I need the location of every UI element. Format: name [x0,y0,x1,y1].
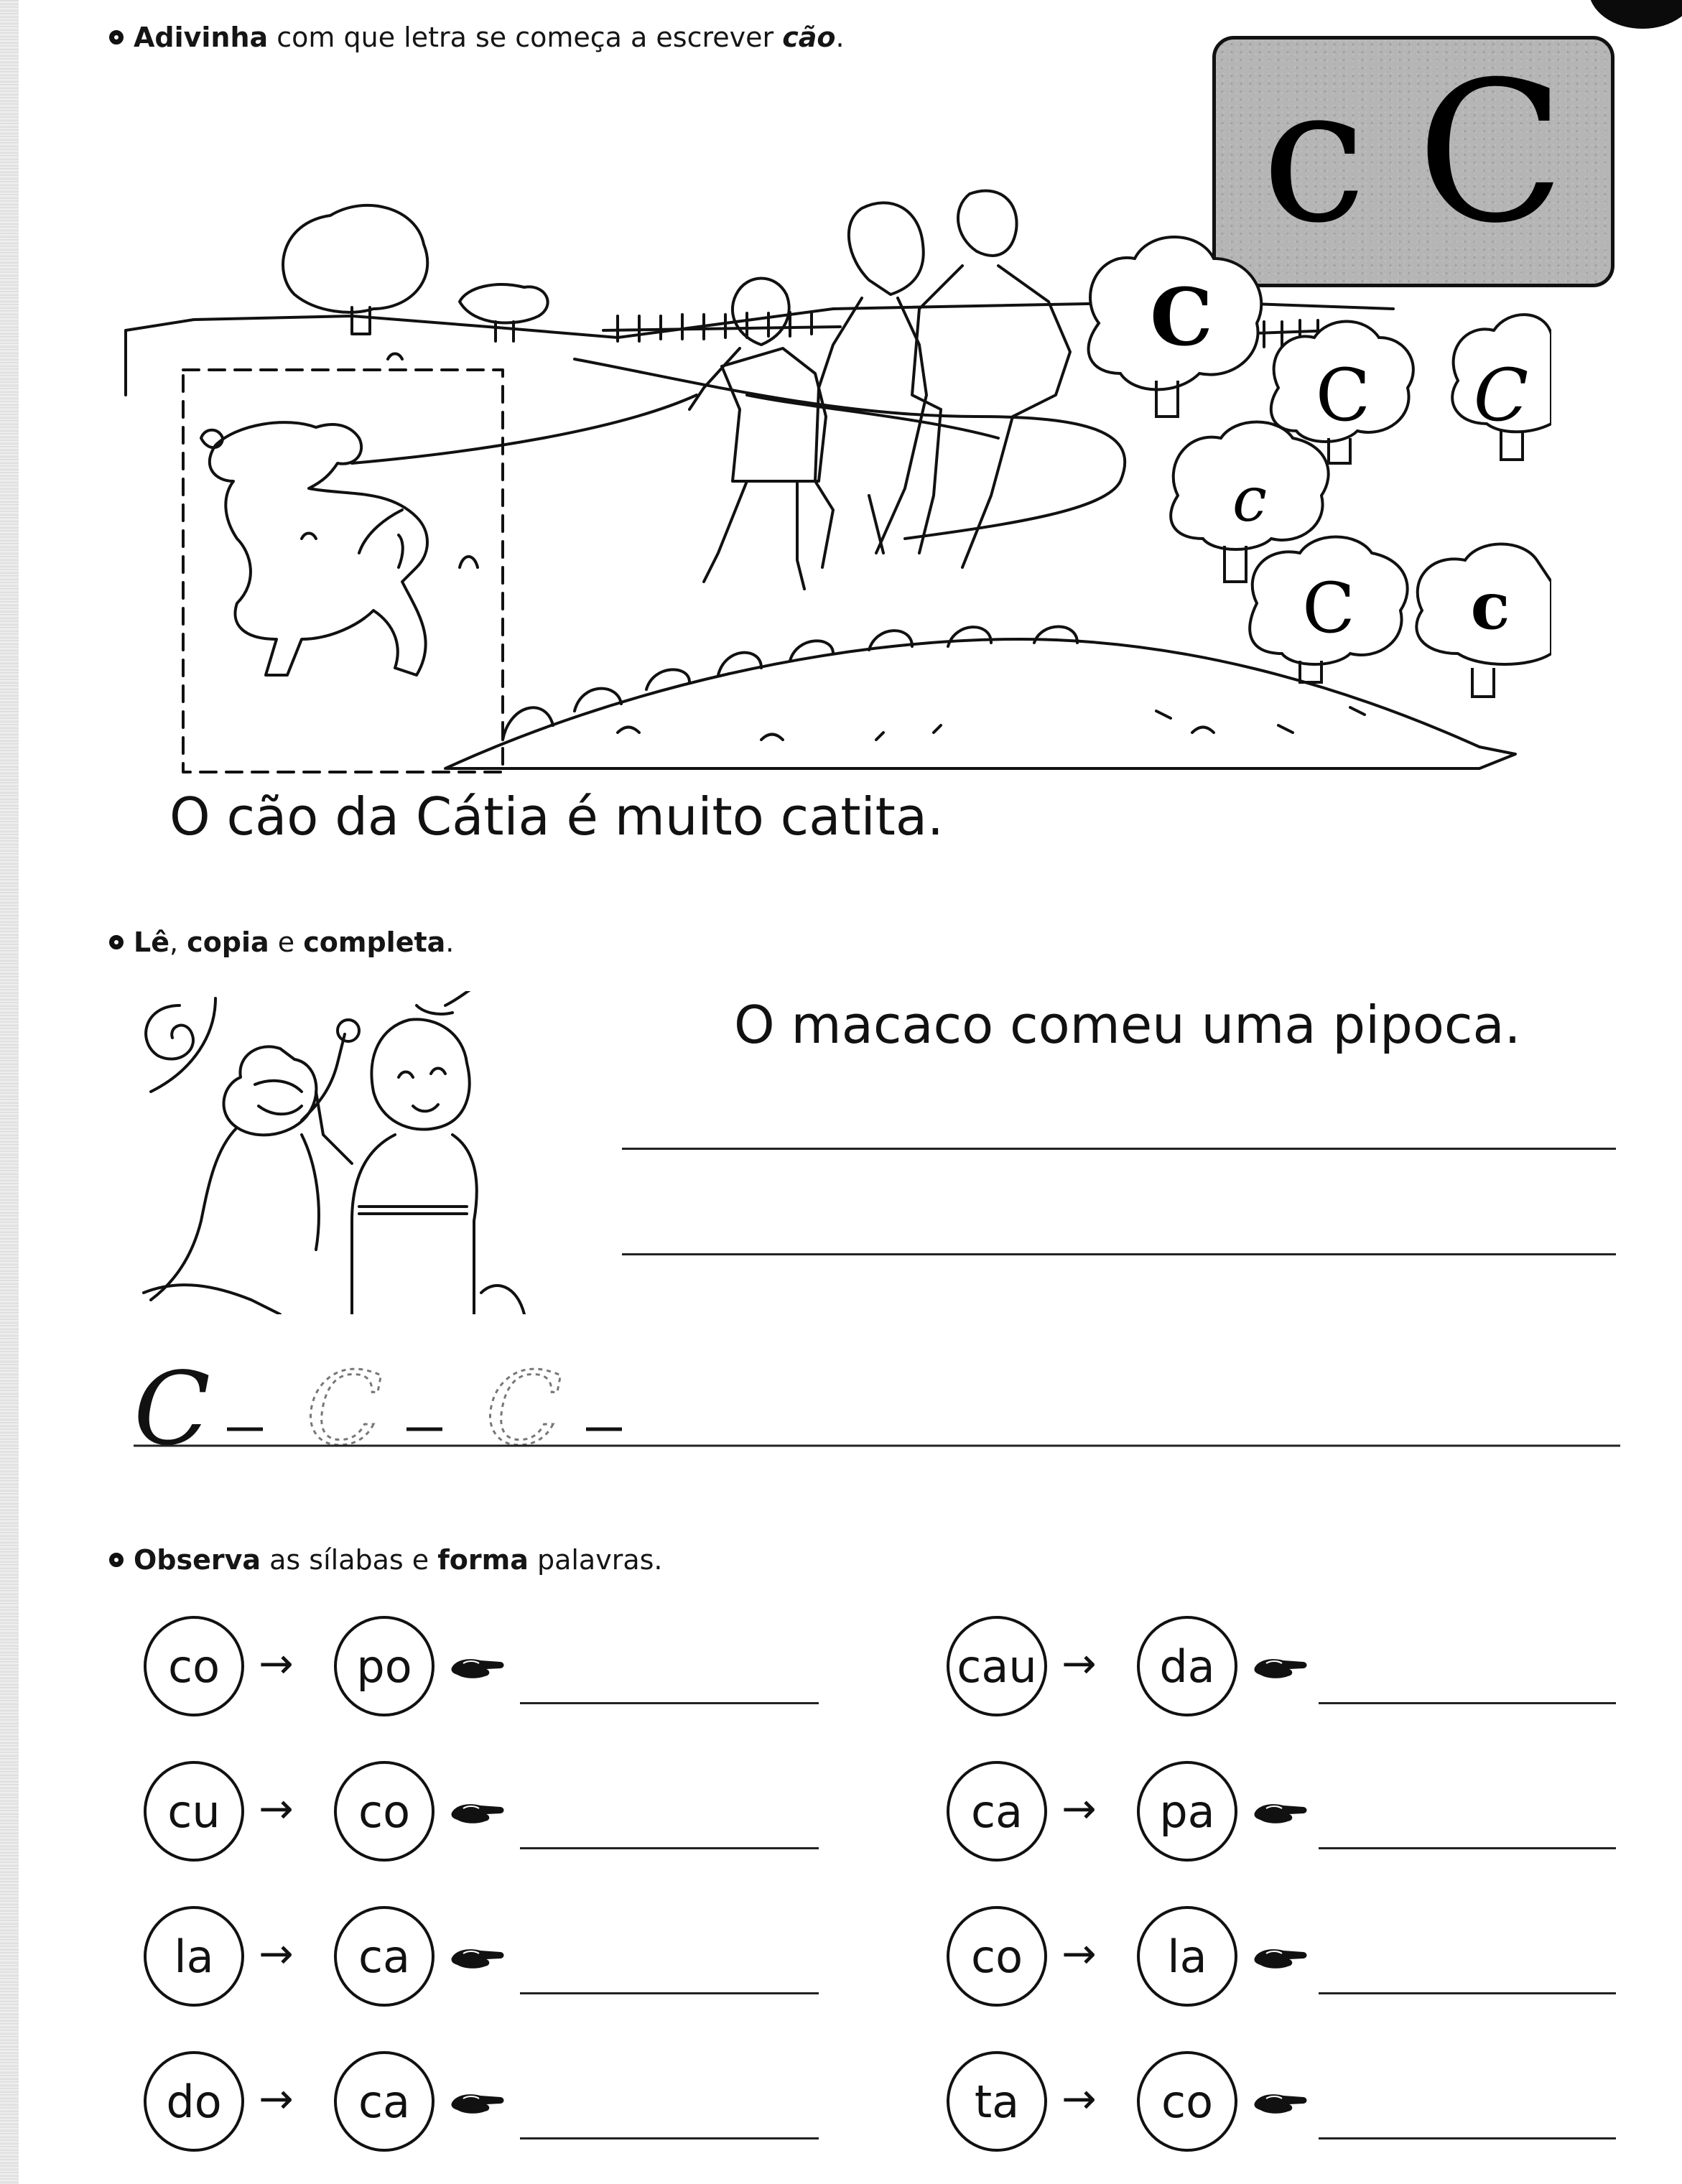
trace-letter-dotted[interactable]: C [306,1351,384,1458]
instruction-period: . [445,926,455,958]
bullet-icon [109,935,124,949]
instruction-read-copy [109,926,454,958]
syllable-row [947,2051,1682,2159]
instruction-period: . [835,22,845,53]
tree-letter: c [1232,464,1268,536]
syllable-row [947,1906,1682,2014]
writing-line[interactable] [622,1148,1616,1150]
arrow-icon: → [1061,2074,1097,2123]
tree-letter: C [1473,353,1529,437]
tree-letter: C [1150,271,1213,363]
pointing-hand-icon [1252,1797,1309,1826]
instruction-text: com que letra se começa a escrever [268,22,783,53]
arrow-icon: → [259,1639,294,1688]
answer-line[interactable] [520,1702,819,1704]
caption-sentence: O cão da Cátia é muito catita. [169,786,944,847]
pointing-hand-icon [449,1942,506,1971]
syllable-row [947,1761,1682,1869]
answer-line[interactable] [520,2137,819,2139]
arrow-icon: → [1061,1784,1097,1833]
arrow-icon: → [1061,1639,1097,1688]
syllable-circle-first: co [144,1616,244,1716]
tree-letter: C [1315,353,1371,437]
trace-letter-solid: C [134,1351,211,1458]
copy-sentence: O macaco comeu uma pipoca. [734,995,1521,1055]
instruction-text: e [269,926,304,958]
syllable-circle-second: da [1137,1616,1237,1716]
arrow-icon: → [259,2074,294,2123]
uppercase-letter: C [1416,40,1566,266]
syllable-row [947,1616,1682,1724]
answer-line[interactable] [520,1992,819,1994]
answer-line[interactable] [1319,1847,1616,1849]
pointing-hand-icon [1252,1652,1309,1681]
syllable-circle-second: ca [334,2051,435,2152]
bullet-icon [109,30,124,45]
instruction-word-complete: completa [303,926,446,958]
syllable-circle-first: co [947,1906,1047,2007]
answer-line[interactable] [520,1847,819,1849]
instruction-syllables [109,1544,662,1576]
arrow-icon: → [259,1929,294,1978]
pointing-hand-icon [1252,1942,1309,1971]
pointing-hand-icon [449,1652,506,1681]
arrow-icon: → [1061,1929,1097,1978]
pointing-hand-icon [449,2087,506,2116]
lowercase-letter: c [1261,47,1367,264]
syllable-circle-first: cau [947,1616,1047,1716]
syllable-row [144,1906,934,2014]
instruction-text: palavras. [528,1544,663,1576]
tree-letter: c [1470,568,1510,644]
instruction-word-copy: copia [187,926,269,958]
arrow-icon: → [259,1784,294,1833]
syllable-circle-first: la [144,1906,244,2007]
syllable-row [144,1761,934,1869]
syllable-circle-second: co [1137,2051,1237,2152]
instruction-word-form: forma [437,1544,529,1576]
syllable-circle-second: ca [334,1906,435,2007]
syllable-circle-first: cu [144,1761,244,1862]
syllable-circle-second: pa [1137,1761,1237,1862]
answer-line[interactable] [1319,2137,1616,2139]
syllable-circle-first: do [144,2051,244,2152]
syllable-row [144,1616,934,1724]
scan-edge [0,0,19,2184]
monkey-boy-illustration [136,991,596,1314]
instruction-word: cão [782,22,836,53]
syllable-row [144,2051,934,2159]
instruction-text: as sílabas e [261,1544,438,1576]
instruction-bold: Adivinha [134,22,269,53]
instruction-text: , [169,926,187,958]
instruction-word-observe: Observa [134,1544,261,1576]
park-illustration [115,180,1551,797]
answer-line[interactable] [1319,1992,1616,1994]
syllable-circle-first: ca [947,1761,1047,1862]
answer-line[interactable] [1319,1702,1616,1704]
letter-trace-row [134,1350,1620,1458]
trace-letter-dotted[interactable]: C [485,1351,563,1458]
syllable-circle-first: ta [947,2051,1047,2152]
syllable-circle-second: po [334,1616,435,1716]
tree-letter: C [1302,568,1355,649]
corner-mark [1589,0,1682,29]
syllable-circle-second: la [1137,1906,1237,2007]
writing-line[interactable] [622,1253,1616,1255]
bullet-icon [109,1553,124,1567]
syllable-circle-second: co [334,1761,435,1862]
instruction-guess [109,22,845,53]
instruction-word-read: Lê [134,926,169,958]
pointing-hand-icon [1252,2087,1309,2116]
pointing-hand-icon [449,1797,506,1826]
